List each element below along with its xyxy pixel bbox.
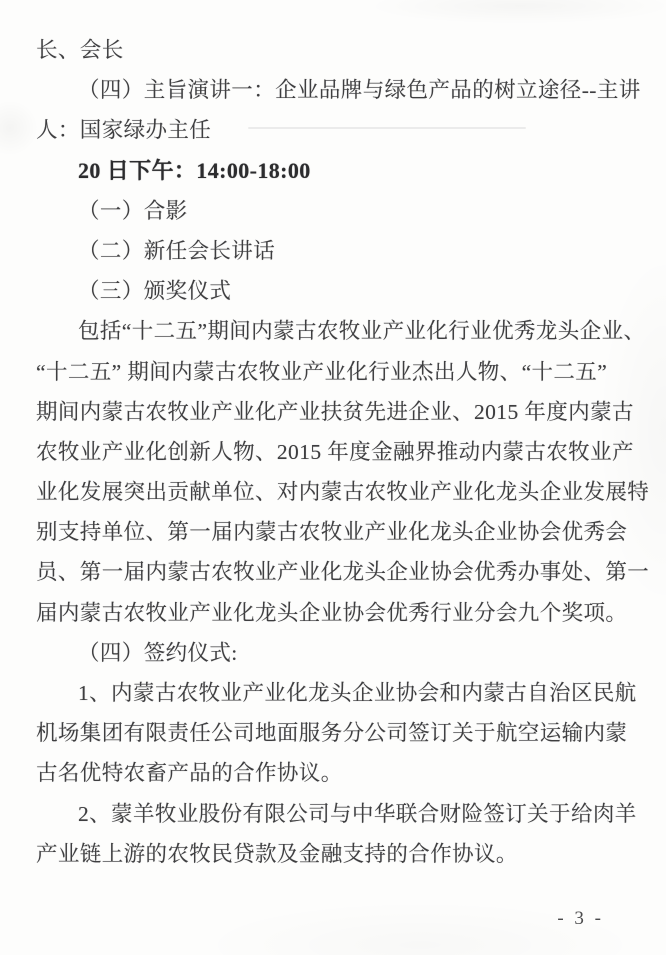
text-line: （一）合影 [78,198,188,223]
text-line: 20 日下午：14:00-18:00 [78,157,311,183]
text-line: 1、内蒙古农牧业产业化龙头企业协会和内蒙古自治区民航 [78,681,637,705]
text-line: 古名优特农畜产品的合作协议。 [36,761,343,786]
text-line: 机场集团有限责任公司地面服务分公司签订关于航空运输内蒙 [36,721,628,746]
text-line: （三）颁奖仪式 [78,279,232,304]
text-line: 业化发展突出贡献单位、对内蒙古农牧业产业化龙头企业发展特 [36,480,650,505]
text-line: （二）新任会长讲话 [78,238,276,263]
scan-artifact-streak [248,127,526,129]
text-line: 2、蒙羊牧业股份有限公司与中华联合财险签订关于给肉羊 [78,801,637,826]
text-line: 长、会长 [36,38,124,62]
text-line: 员、第一届内蒙古农牧业产业化龙头企业协会优秀办事处、第一 [36,560,650,585]
text-line: 包括“十二五”期间内蒙古农牧业产业化行业优秀龙头企业、 [78,319,646,344]
text-line: 别支持单位、第一届内蒙古农牧业产业化龙头企业协会优秀会 [36,520,628,545]
text-line: 届内蒙古农牧业产业化龙头企业协会优秀行业分会九个奖项。 [36,600,628,625]
document-body [36,30,650,874]
text-line: （四）主旨演讲一：企业品牌与绿色产品的树立途径--主讲 [78,78,641,103]
text-line: 产业链上游的农牧民贷款及金融支持的合作协议。 [36,841,518,866]
text-line: 人：国家绿办主任 [36,118,212,143]
text-line: 期间内蒙古农牧业产业化产业扶贫先进企业、2015 年度内蒙古 [36,399,634,424]
text-line: “十二五” 期间内蒙古农牧业产业化行业杰出人物、“十二五” [36,359,608,384]
text-line: 农牧业产业化创新人物、2015 年度金融界推动内蒙古农牧业产 [36,439,634,464]
text-line: （四）签约仪式: [78,640,238,665]
page-number: - 3 - [557,908,604,929]
